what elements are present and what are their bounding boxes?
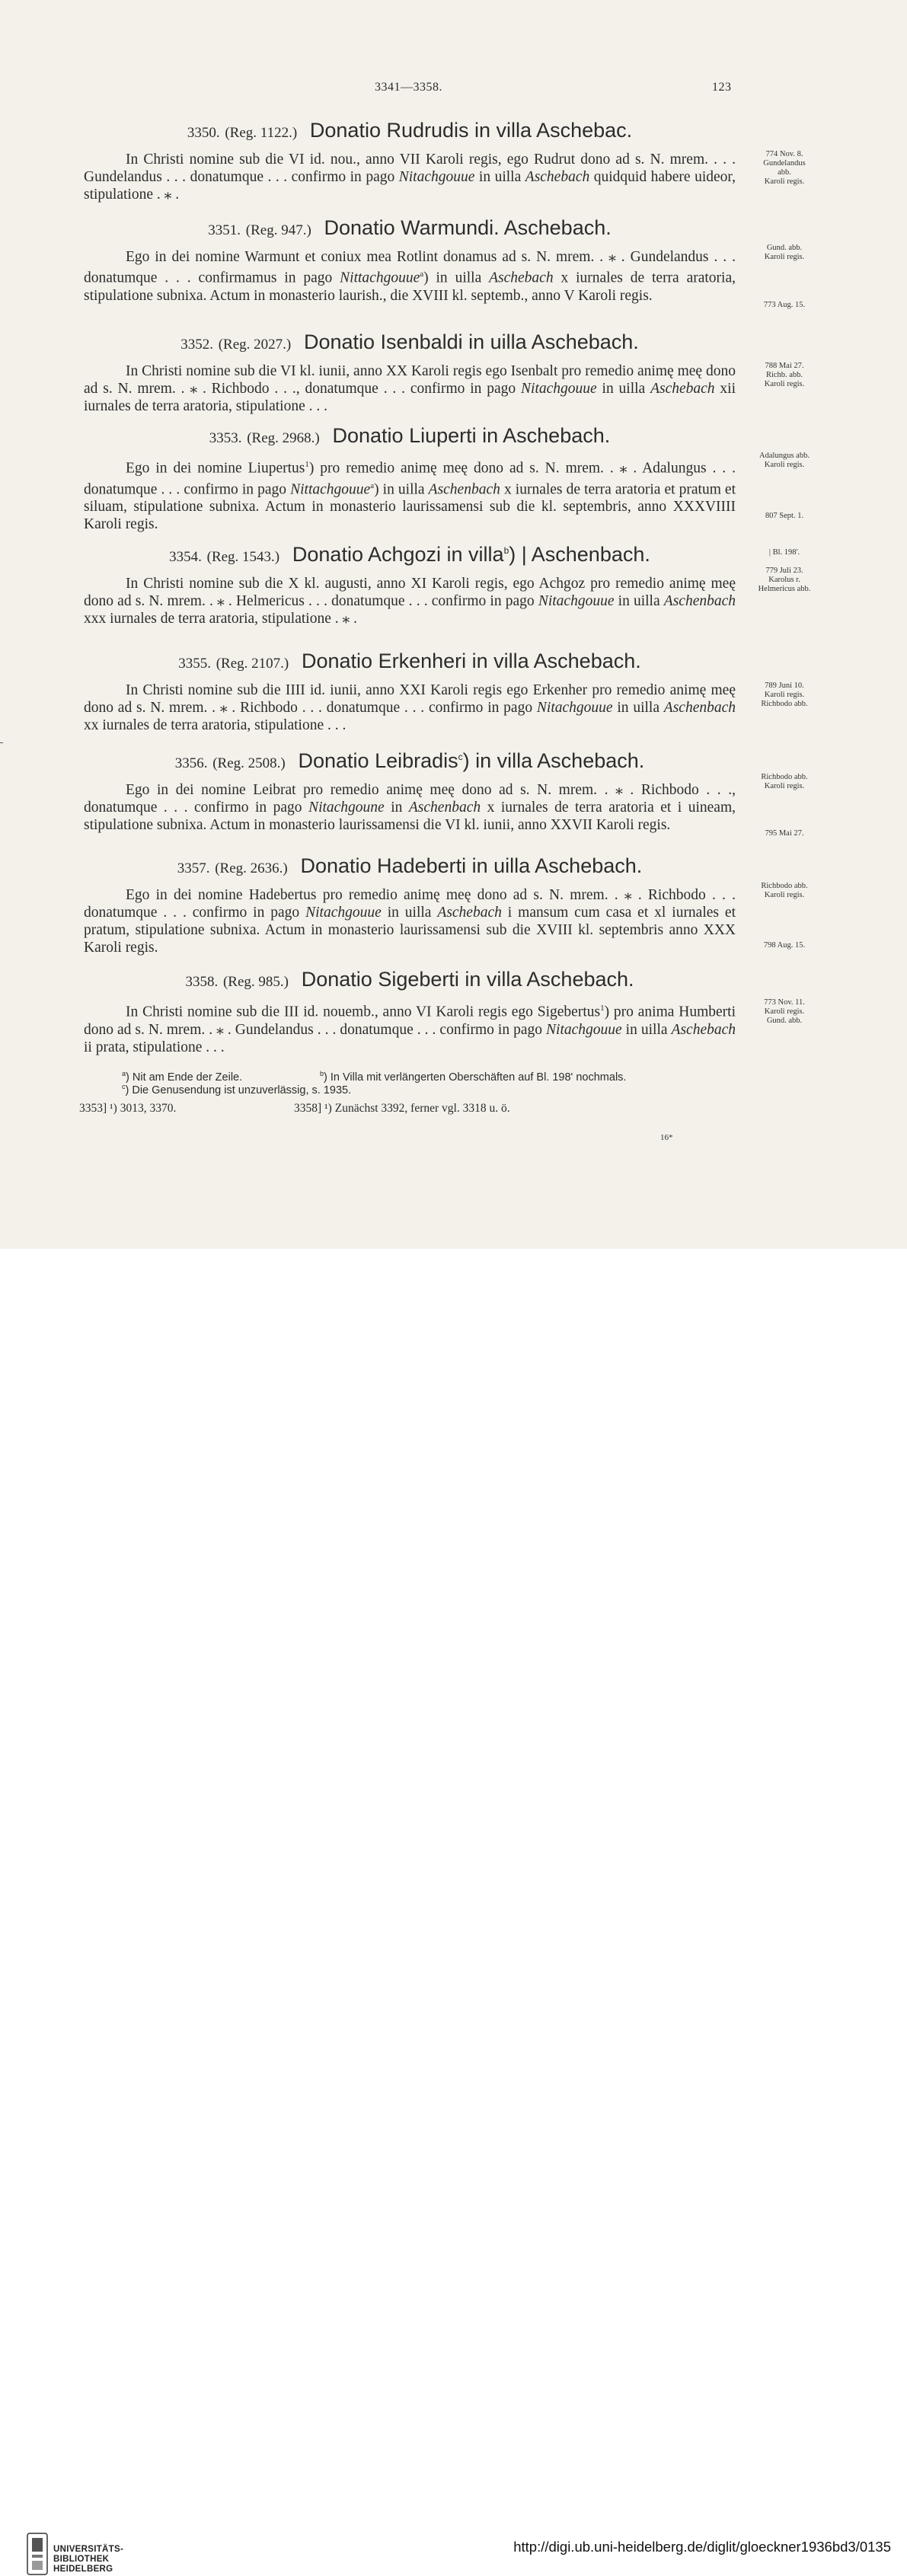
margin-note [731, 682, 838, 709]
entry-title: Donatio Liuperti in Aschebach. [332, 424, 611, 447]
margin-line: Gund. abb. [766, 1017, 803, 1025]
margin-line: Karoli regis. [764, 461, 805, 469]
margin-line: abb. [778, 168, 791, 177]
margin-date: 798 Aug. 15. [763, 941, 806, 950]
margin-note [731, 998, 838, 1026]
entry-body: In Christi nomine sub die X kl. augusti, anno XI Karoli regis, ego Achgoz pro remedio animę meę dono ad s. N. mrem. . ⁎ . Helmericus . . . donatumque . . . confirmo in pago Nitachgouue in uilla Aschenbach xxx iurnales de terra aratoria, stipulatione . ⁎ . [84, 576, 736, 627]
entry-heading: 3357. (Reg. 2636.) Donatio Hadeberti in uilla Aschebach. [177, 854, 643, 877]
entry-title: Donatio Hadeberti in uilla Aschebach. [300, 854, 643, 877]
margin-line: 788 Mai 27. [765, 362, 804, 370]
margin-note [731, 150, 838, 187]
margin-line: 773 Nov. 11. [764, 998, 805, 1007]
entry-body: Ego in dei nomine Warmunt et coniux mea Rotlint donamus ad s. N. mrem. . ⁎ . Gundelandus . . . donatumque . . . confirmamus in pago Nittachgouue$^a$) in uilla Aschebach x iurnales de terra aratoria, stipulatione subnixa. Actum in monasterio laurish., die XVIII kl. septemb., anno V Karoli regis. [84, 249, 736, 304]
margin-line [731, 557, 838, 567]
entry-body: In Christi nomine sub die VI kl. iunii, anno XX Karoli regis ego Isenbalt pro remedio animę meę dono ad s. N. mrem. . ⁎ . Richbodo . . ., donatumque . . . confirmo in pago Nitachgouue in uilla Aschebach xii iurnales de terra aratoria, stipulatione . . . [84, 363, 736, 414]
margin-line: Karoli regis. [764, 253, 805, 261]
entry-title: Donatio Achgozi in villa$^b$) | Aschenbach. [292, 543, 650, 566]
entry-heading: 3355. (Reg. 2107.) Donatio Erkenheri in villa Aschebach. [178, 650, 641, 672]
margin-line: Richbodo abb. [761, 773, 808, 781]
margin-note [731, 452, 838, 470]
margin-line: Gund. abb. [766, 244, 803, 252]
entry-3351 [84, 215, 736, 305]
margin-note [731, 882, 838, 900]
note-3358: 3358] ¹) Zunächst 3392, ferner vgl. 3318 u. ö. [294, 1102, 510, 1115]
footnote-ref: c [458, 752, 463, 762]
university-seal-icon [26, 2532, 49, 2576]
entry-body: In Christi nomine sub die IIII id. iunii, anno XXI Karoli regis ego Erkenher pro remedio animę meę dono ad s. N. mrem. . ⁎ . Richbodo . . . donatumque . . . confirmo in pago Nitachgouue in uilla Aschenbach xx iurnales de terra aratoria, stipulatione . . . [84, 682, 736, 733]
margin-line: Gundelandus [763, 159, 806, 168]
margin-line: Karoli regis. [764, 891, 805, 899]
margin-note [731, 548, 838, 594]
footnote-ref: b [503, 545, 509, 556]
footnote-b: $^b$) In Villa mit verlängerten Oberschäften auf Bl. 198' nochmals. [320, 1070, 627, 1084]
margin-line: Richbodo abb. [761, 700, 808, 708]
entry-heading: 3356. (Reg. 2508.) Donatio Leibradis$^c$) in villa Aschebach. [174, 749, 645, 772]
margin-line: Helmericus abb. [758, 585, 811, 593]
entry-3350 [84, 117, 736, 203]
entry-title: Donatio Rudrudis in villa Aschebac. [309, 119, 633, 142]
entry-3356 [84, 744, 736, 834]
entry-heading: 3351. (Reg. 947.) Donatio Warmundi. Aschebach. [208, 216, 612, 239]
entry-heading: 3358. (Reg. 985.) Donatio Sigeberti in villa Aschebach. [185, 968, 634, 991]
margin-note [731, 362, 838, 389]
entry-3357 [84, 853, 736, 956]
scan-mark [0, 742, 3, 743]
permalink-link[interactable]: http://digi.ub.uni-heidelberg.de/diglit/gloeckner1936bd3/0135 [513, 2539, 891, 2555]
margin-line: Karoli regis. [764, 1007, 805, 1016]
margin-line: Karoli regis. [764, 691, 805, 699]
margin-line: 779 Juli 23. [765, 567, 803, 575]
margin-line: 774 Nov. 8. [765, 150, 803, 158]
signature-mark: 16* [660, 1133, 673, 1142]
note-3353: 3353] ¹) 3013, 3370. [79, 1102, 177, 1115]
margin-note [731, 773, 838, 791]
entry-heading: 3350. (Reg. 1122.) Donatio Rudrudis in villa Aschebac. [187, 119, 633, 142]
margin-line: 789 Juni 10. [765, 682, 804, 690]
margin-line: Karolus r. [768, 576, 800, 584]
margin-line: Richb. abb. [765, 371, 803, 379]
entry-3355 [84, 648, 736, 734]
entry-body: In Christi nomine sub die III id. nouemb., anno VI Karoli regis ego Sigebertus$^1$) pro anima Humberti dono ad s. N. mrem. . ⁎ . Gundelandus . . . donatumque . . . confirmo in pago Nitachgouue in uilla Aschebach ii prata, stipulatione . . . [84, 1004, 736, 1055]
viewer-footer [0, 1249, 907, 2574]
footnote-c: $^c$) Die Genusendung ist unzuverlässig, s. 1935. [122, 1083, 352, 1096]
margin-line: | Bl. 198'. [768, 548, 800, 557]
entry-3352 [84, 329, 736, 415]
entry-title: Donatio Warmundi. Aschebach. [324, 216, 612, 239]
entry-heading: 3352. (Reg. 2027.) Donatio Isenbaldi in uilla Aschebach. [180, 330, 639, 353]
margin-date: 795 Mai 27. [765, 829, 804, 838]
margin-date: 807 Sept. 1. [765, 512, 804, 520]
entry-3358 [84, 966, 736, 1056]
margin-line: Karoli regis. [764, 177, 805, 186]
margin-date: 773 Aug. 15. [763, 301, 806, 309]
footnote-a: $^a$) Nit am Ende der Zeile. [122, 1070, 243, 1084]
margin-note [731, 244, 838, 262]
entry-title: Donatio Isenbaldi in uilla Aschebach. [303, 330, 639, 353]
entry-heading: 3353. (Reg. 2968.) Donatio Liuperti in Aschebach. [209, 424, 611, 447]
margin-line: Karoli regis. [764, 380, 805, 388]
entry-heading: 3354. (Reg. 1543.) Donatio Achgozi in villa$^b$) | Aschenbach. [169, 543, 650, 566]
entry-body: In Christi nomine sub die VI id. nou., anno VII Karoli regis, ego Rudrut dono ad s. N. mrem. . . . Gundelandus . . . donatumque . . . confirmo in pago Nitachgouue in uilla Aschebach quidquid habere uideor, stipulatione . ⁎ . [84, 152, 736, 203]
page-number: 123 [712, 81, 732, 94]
entry-title: Donatio Sigeberti in villa Aschebach. [301, 968, 634, 991]
library-name: UNIVERSITÄTS- BIBLIOTHEK HEIDELBERG [53, 2545, 124, 2574]
margin-line: Karoli regis. [764, 782, 805, 790]
entry-3353 [84, 423, 736, 533]
entry-title: Donatio Erkenheri in villa Aschebach. [302, 650, 641, 672]
entry-body: Ego in dei nomine Leibrat pro remedio animę meę dono ad s. N. mrem. . ⁎ . Richbodo . . ., donatumque . . . confirmo in pago Nitachgoune in Aschenbach x iurnales de terra aratoria et i uineam, stipulatione subnixa. Actum in monasterio laurissamensi die VI kl. iunii, anno XXVII Karoli regis. [84, 782, 736, 833]
header-range: 3341—3358. [375, 81, 442, 94]
entry-body: Ego in dei nomine Liupertus$^1$) pro remedio animę meę dono ad s. N. mrem. . ⁎ . Adalungus . . . donatumque . . . confirmo in pago Nittachgouue$^a$) in uilla Aschenbach x iurnales de terra aratoria et pratum et siluam, stipulatione subnixa. Actum in monasterio laurissamensi sub die kl. septembris, anno XXXVIIII Karoli regis. [84, 460, 736, 532]
scanned-page [0, 0, 907, 1249]
margin-line: Adalungus abb. [759, 452, 810, 460]
entry-3354 [84, 538, 736, 627]
margin-line: Richbodo abb. [761, 882, 808, 890]
entry-body: Ego in dei nomine Hadebertus pro remedio animę meę dono ad s. N. mrem. . ⁎ . Richbodo . . . donatumque . . . confirmo in pago Nitachgouue in uilla Aschebach i mansum cum casa et xl iurnales et pratum, stipulatione subnixa. Actum in monasterio laurissamensi sub die XVIII kl. septembris anno XXX Karoli regis. [84, 887, 736, 956]
entry-title: Donatio Leibradis$^c$) in villa Aschebach. [298, 749, 645, 772]
